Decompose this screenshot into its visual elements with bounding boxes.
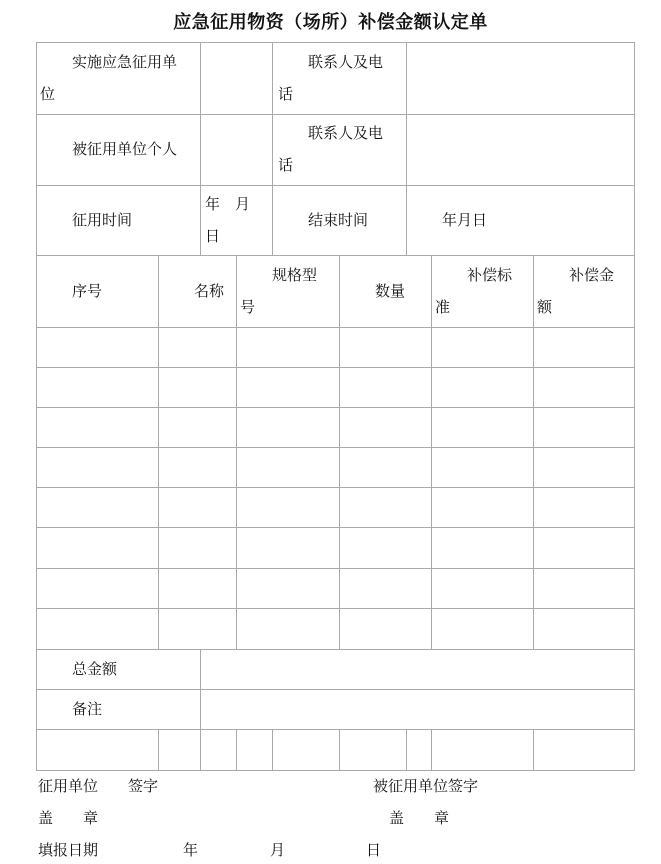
implementing-unit-label-line1: 实施应急征用单	[72, 53, 178, 71]
col-header-standard	[431, 255, 534, 328]
contact-1-input-cell[interactable]	[406, 42, 635, 115]
table-cell[interactable]	[339, 729, 407, 771]
col-header-spec	[236, 255, 340, 328]
table-cell[interactable]	[36, 487, 159, 528]
table-cell[interactable]	[158, 729, 201, 771]
table-cell[interactable]	[158, 447, 237, 488]
seal-label-right: 盖 章	[389, 809, 450, 827]
table-cell[interactable]	[236, 327, 340, 368]
contact-2-input-cell[interactable]	[406, 114, 635, 186]
remarks-input-cell[interactable]	[200, 689, 635, 730]
col-header-quantity-text: 数量	[375, 282, 406, 300]
table-cell[interactable]	[339, 527, 432, 569]
table-cell[interactable]	[533, 327, 635, 368]
end-date-text: 年月日	[442, 211, 488, 229]
table-cell[interactable]	[36, 407, 159, 448]
table-cell[interactable]	[158, 327, 237, 368]
form-title: 应急征用物资（场所）补偿金额认定单	[173, 12, 488, 33]
table-cell[interactable]	[339, 407, 432, 448]
table-cell[interactable]	[36, 327, 159, 368]
table-cell[interactable]	[533, 608, 635, 650]
end-date-cell[interactable]	[406, 185, 635, 256]
table-cell[interactable]	[431, 407, 534, 448]
table-cell[interactable]	[36, 527, 159, 569]
requisitioned-party-label: 被征用单位个人	[72, 140, 178, 158]
table-cell[interactable]	[533, 729, 635, 771]
remarks-label: 备注	[72, 700, 103, 718]
table-cell[interactable]	[533, 487, 635, 528]
table-cell[interactable]	[431, 447, 534, 488]
table-cell[interactable]	[339, 568, 432, 609]
table-cell[interactable]	[339, 487, 432, 528]
start-date-line2: 日	[205, 227, 221, 245]
table-cell[interactable]	[200, 729, 237, 771]
table-cell[interactable]	[236, 367, 340, 408]
table-cell[interactable]	[236, 447, 340, 488]
table-cell[interactable]	[339, 327, 432, 368]
table-cell[interactable]	[533, 527, 635, 569]
start-date-cell[interactable]	[200, 185, 273, 256]
table-cell[interactable]	[236, 487, 340, 528]
total-amount-label: 总金额	[72, 660, 118, 678]
fill-date-day: 日	[366, 841, 382, 859]
implementing-unit-label-cell	[36, 42, 201, 115]
table-cell[interactable]	[339, 608, 432, 650]
implementing-unit-input-cell[interactable]	[200, 42, 273, 115]
table-cell[interactable]	[533, 407, 635, 448]
table-cell[interactable]	[533, 447, 635, 488]
requisition-time-label-cell	[36, 185, 201, 256]
fill-date-label: 填报日期	[38, 841, 99, 859]
col-header-amount-line1: 补偿金	[569, 266, 615, 284]
table-cell[interactable]	[431, 487, 534, 528]
start-date-line1: 年 月	[205, 195, 251, 213]
table-cell[interactable]	[431, 608, 534, 650]
requisition-time-label: 征用时间	[72, 211, 133, 229]
contact-1-label-line2: 话	[278, 85, 294, 103]
table-cell[interactable]	[272, 729, 340, 771]
table-cell[interactable]	[406, 729, 432, 771]
table-cell[interactable]	[36, 729, 159, 771]
col-header-amount-line2: 额	[537, 298, 553, 316]
table-cell[interactable]	[431, 527, 534, 569]
requisitioning-unit-signature-label: 征用单位 签字	[38, 777, 159, 795]
table-cell[interactable]	[236, 729, 273, 771]
end-time-label-cell	[272, 185, 407, 256]
table-cell[interactable]	[431, 729, 534, 771]
table-cell[interactable]	[36, 447, 159, 488]
col-header-standard-line1: 补偿标	[467, 266, 513, 284]
fill-date-month: 月	[270, 841, 286, 859]
col-header-name-text: 名称	[194, 282, 225, 300]
col-header-amount	[533, 255, 635, 328]
contact-2-label-line2: 话	[278, 156, 294, 174]
table-cell[interactable]	[533, 367, 635, 408]
col-header-spec-line2: 号	[240, 298, 256, 316]
table-cell[interactable]	[158, 367, 237, 408]
requisitioned-unit-signature-label: 被征用单位签字	[373, 777, 479, 795]
table-cell[interactable]	[236, 407, 340, 448]
table-cell[interactable]	[236, 608, 340, 650]
table-cell[interactable]	[36, 568, 159, 609]
col-header-name	[158, 255, 237, 328]
end-time-label: 结束时间	[308, 211, 369, 229]
table-cell[interactable]	[236, 527, 340, 569]
table-cell[interactable]	[236, 568, 340, 609]
table-cell[interactable]	[158, 527, 237, 569]
table-cell[interactable]	[339, 367, 432, 408]
contact-1-label-cell	[272, 42, 407, 115]
total-amount-input-cell[interactable]	[200, 649, 635, 690]
table-cell[interactable]	[158, 608, 237, 650]
table-cell[interactable]	[533, 568, 635, 609]
col-header-quantity	[339, 255, 432, 328]
seal-label-left: 盖 章	[38, 809, 99, 827]
contact-1-label-line1: 联系人及电	[308, 53, 384, 71]
col-header-spec-line1: 规格型	[272, 266, 318, 284]
table-cell[interactable]	[36, 367, 159, 408]
table-cell[interactable]	[339, 447, 432, 488]
requisitioned-party-input-cell[interactable]	[200, 114, 273, 186]
table-cell[interactable]	[431, 367, 534, 408]
table-cell[interactable]	[158, 487, 237, 528]
table-cell[interactable]	[158, 407, 237, 448]
contact-2-label-line1: 联系人及电	[308, 124, 384, 142]
requisitioned-party-label-cell	[36, 114, 201, 186]
table-cell[interactable]	[158, 568, 237, 609]
implementing-unit-label-line2: 位	[40, 85, 56, 103]
total-amount-label-cell	[36, 649, 201, 690]
table-cell[interactable]	[431, 568, 534, 609]
remarks-label-cell	[36, 689, 201, 730]
fill-date-year: 年	[183, 841, 199, 859]
col-header-standard-line2: 准	[435, 298, 451, 316]
table-cell[interactable]	[431, 327, 534, 368]
contact-2-label-cell	[272, 114, 407, 186]
col-header-index	[36, 255, 159, 328]
table-cell[interactable]	[36, 608, 159, 650]
col-header-index-text: 序号	[72, 282, 103, 300]
